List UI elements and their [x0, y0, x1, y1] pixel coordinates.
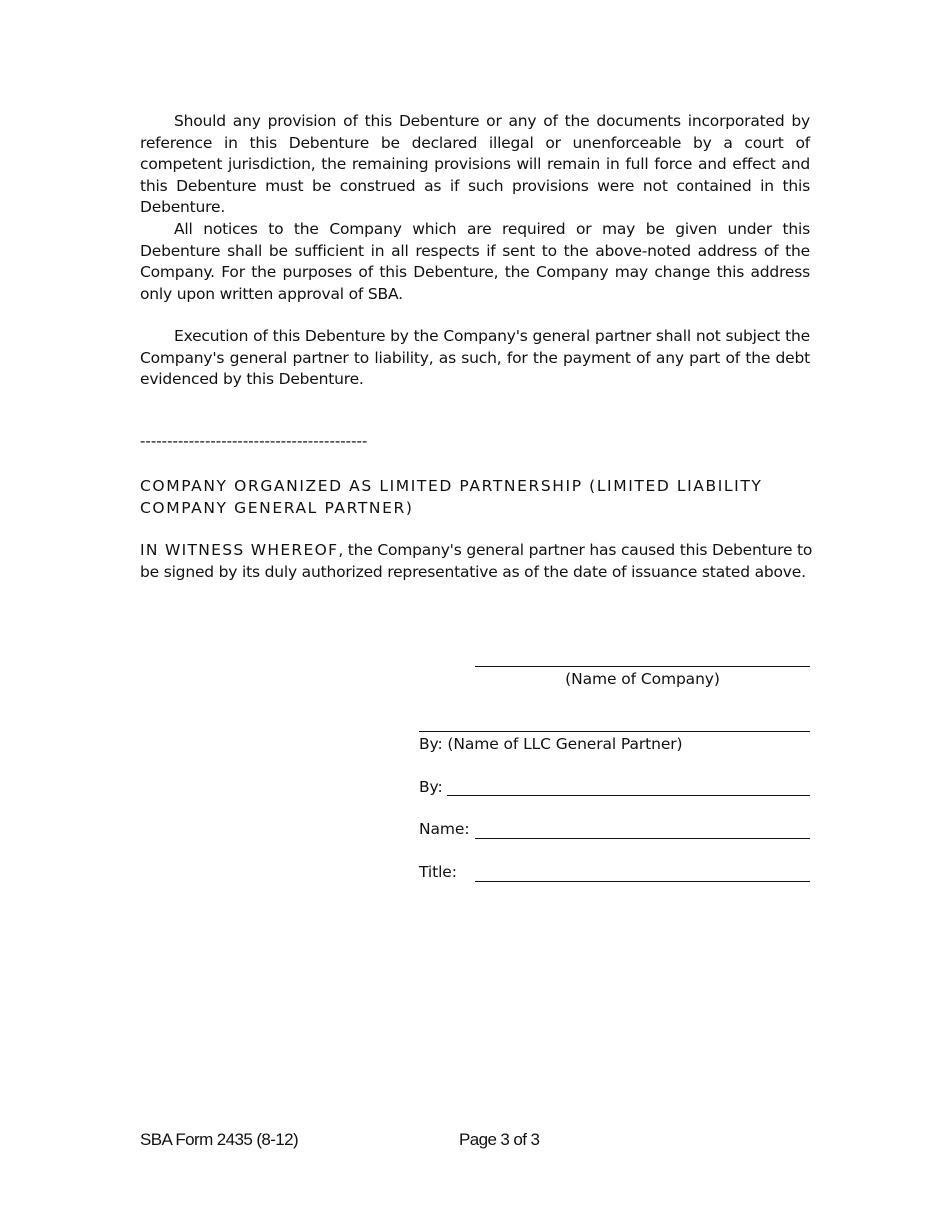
company-name-caption: (Name of Company)	[565, 670, 720, 688]
by-label: By:	[419, 778, 443, 796]
name-line[interactable]	[475, 838, 810, 839]
by-signature-line[interactable]	[447, 795, 810, 796]
liability-paragraph: Execution of this Debenture by the Company's general partner shall not subject the Company's general partner to liability, as such, for the payment of any part of the debt evidenced by this Debenture.	[140, 327, 810, 388]
title-line[interactable]	[475, 881, 810, 882]
general-partner-caption: By: (Name of LLC General Partner)	[419, 735, 683, 753]
section-separator: ------------------------------------------	[140, 432, 368, 450]
title-label: Title:	[419, 863, 457, 881]
witness-caps: IN WITNESS WHEREOF	[140, 541, 339, 559]
company-name-line[interactable]	[475, 666, 810, 667]
notices-paragraph: All notices to the Company which are required or may be given under this Debenture shall be sufficient in all respects if sent to the above-noted address of the Company. For the purposes of this Debenture, the Company may change this address only upon written approval of SBA.	[140, 220, 810, 303]
severability-paragraph: Should any provision of this Debenture or any of the documents incorporated by reference in this Debenture be declared illegal or unenforceable by a court of competent jurisdiction, the remaining provisions will remain in full force and effect and this Debenture must be construed as if such provisions were not contained in this Debenture.	[140, 112, 810, 216]
name-label: Name:	[419, 820, 470, 838]
section-heading: COMPANY ORGANIZED AS LIMITED PARTNERSHIP (LIMITED LIABILITY COMPANY GENERAL PARTNER)	[140, 477, 763, 517]
page-number: Page 3 of 3	[459, 1130, 540, 1149]
form-identifier: SBA Form 2435 (8-12)	[140, 1130, 299, 1149]
general-partner-line[interactable]	[419, 731, 810, 732]
witness-paragraph	[140, 540, 820, 583]
witness-text: , the Company's general partner has caused this Debenture to be signed by its duly authorized representative as of the date of issuance stated above.	[140, 541, 813, 581]
